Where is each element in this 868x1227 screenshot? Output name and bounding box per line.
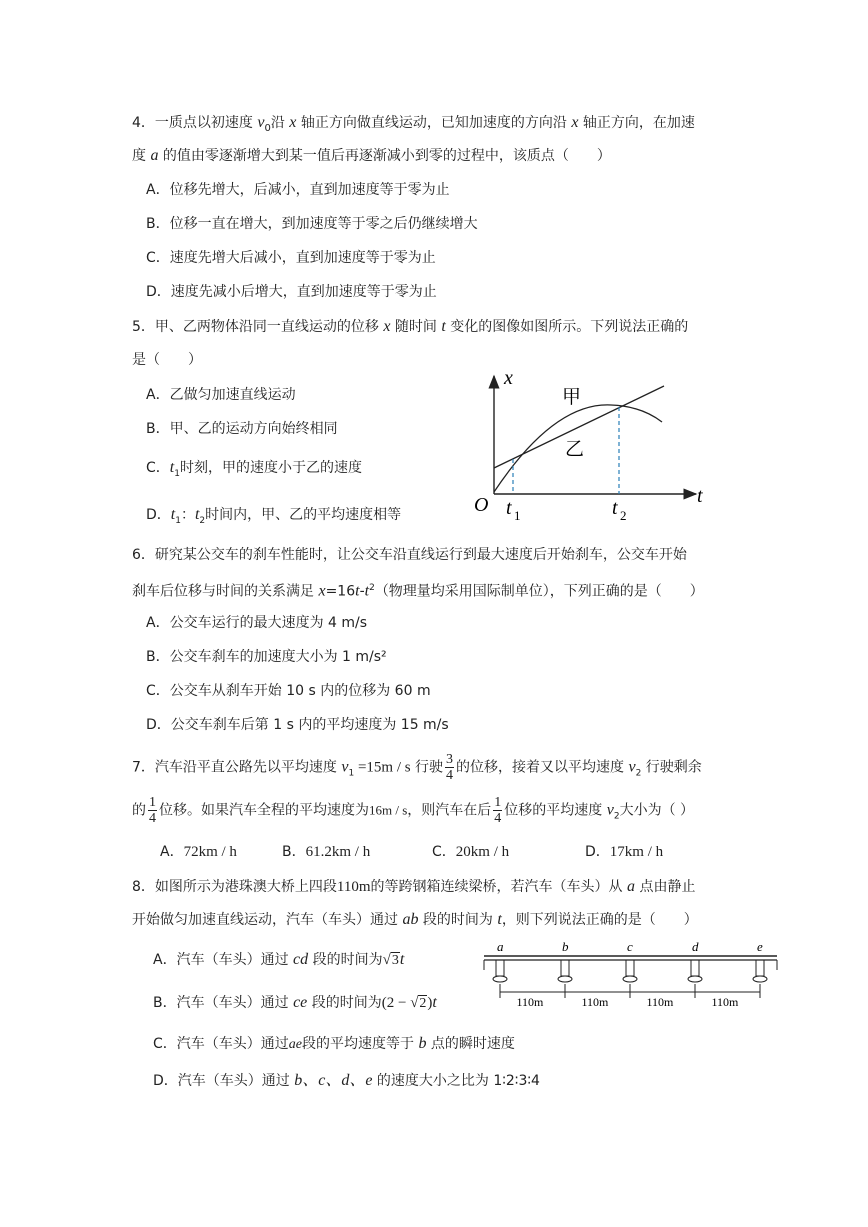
span-length-label: 110m — [516, 995, 544, 1009]
q7-option-c: C．20km / h — [432, 844, 510, 860]
q6-option-b: B．公交车刹车的加速度大小为 1 m/s² — [146, 649, 387, 665]
label-t2-sub: 2 — [620, 508, 627, 522]
q5-stem-line2: 是（ ） — [132, 352, 202, 368]
q5-option-c: C．$t_1$时刻，甲的速度小于乙的速度 — [146, 459, 362, 479]
point-label-c: c — [627, 940, 633, 954]
q4-option-b: B．位移一直在增大，到加速度等于零之后仍继续增大 — [146, 216, 478, 232]
q8-stem-line2: 开始做匀加速直线运动，汽车（车头）通过 ab 段的时间为 t，则下列说法正确的是（ ） — [132, 911, 698, 928]
q4-stem-line2: 度 a 的值由零逐渐增大到某一值后再逐渐减小到零的过程中，该质点（ ） — [132, 147, 611, 164]
q5-option-d: D．$t_1$：$t_2$时间内，甲、乙的平均速度相等 — [146, 506, 402, 526]
fraction-3-4: $\frac{3}{4}$ — [446, 752, 454, 783]
point-label-b: b — [562, 940, 569, 954]
q7-option-d: D．17km / h — [585, 844, 664, 860]
q8-option-a: A．汽车（车头）通过 cd 段的时间为√3t — [153, 951, 405, 968]
q8-option-c: C．汽车（车头）通过ae段的平均速度等于 b 点的瞬时速度 — [153, 1035, 515, 1052]
q8-bridge-diagram — [482, 940, 782, 1012]
q5-xt-graph — [466, 362, 716, 522]
q6-stem-line1: 6．研究某公交车的刹车性能时，让公交车沿直线运行到最大速度后开始刹车，公交车开始 — [132, 547, 687, 563]
q5-stem-line1: 5．甲、乙两物体沿同一直线运动的位移 x 随时间 t 变化的图像如图所示。下列说法正确的 — [132, 318, 689, 335]
q6-option-c: C．公交车从刹车开始 10 s 内的位移为 60 m — [146, 683, 431, 699]
fraction-1-4-a: $\frac{1}{4}$ — [149, 795, 156, 826]
q7-option-a: A．72km / h — [160, 844, 237, 860]
q7-stem-line2: 的 $\frac{1}{4}$ 位移。如果汽车全程的平均速度为16m / s，则汽车在后 $\frac{1}{4}$ 位移的平均速度 $v_2$大小为（ ） — [132, 795, 695, 826]
q7-option-b: B．61.2km / h — [282, 844, 371, 860]
q4-option-a: A．位移先增大，后减小，直到加速度等于零为止 — [146, 182, 450, 198]
point-label-e: e — [757, 940, 763, 954]
q8-option-d: D．汽车（车头）通过 b、c、d、e 的速度大小之比为 1∶2∶3∶4 — [153, 1072, 540, 1089]
q5-option-a: A．乙做匀加速直线运动 — [146, 387, 296, 403]
label-t1-sub: 1 — [514, 508, 521, 522]
label-t2: t — [612, 497, 618, 519]
q5-option-b: B．甲、乙的运动方向始终相同 — [146, 421, 338, 437]
q6-option-a: A．公交车运行的最大速度为 4 m/s — [146, 615, 368, 631]
label-yi: 乙 — [565, 438, 585, 460]
label-origin: O — [474, 494, 489, 516]
point-label-a: a — [497, 940, 504, 954]
q8-option-b: B．汽车（车头）通过 ce 段的时间为(2 − √2)t — [153, 994, 437, 1011]
q4-option-d: D．速度先减小后增大，直到加速度等于零为止 — [146, 284, 437, 300]
q6-stem-line2: 刹车后位移与时间的关系满足 $x=16t-t^2$（物理量均采用国际制单位），下列正确的是（ ） — [132, 582, 704, 600]
span-length-label: 110m — [711, 995, 739, 1009]
label-t1: t — [506, 497, 512, 519]
q4-option-c: C．速度先增大后减小，直到加速度等于零为止 — [146, 250, 436, 266]
q4-stem-line1: 4．一质点以初速度 $v_0$沿 x 轴正方向做直线运动，已知加速度的方向沿 x 轴正方向，在加速 — [132, 114, 695, 134]
fraction-1-4-b: $\frac{1}{4}$ — [494, 795, 502, 826]
label-t: t — [697, 485, 703, 507]
label-jia: 甲 — [562, 386, 582, 408]
q6-option-d: D．公交车刹车后第 1 s 内的平均速度为 15 m/s — [146, 717, 449, 733]
q8-stem-line1: 8．如图所示为港珠澳大桥上四段110m的等跨钢箱连续梁桥，若汽车（车头）从 a 点由静止 — [132, 878, 696, 895]
q7-stem-line1: 7．汽车沿平直公路先以平均速度 $v_1 =15m / s$ 行驶 $\frac{3}{4}$ 的位移，接着又以平均速度 $v_2$ 行驶剩余 — [132, 752, 702, 783]
span-length-label: 110m — [646, 995, 674, 1009]
point-label-d: d — [692, 940, 699, 954]
span-length-label: 110m — [581, 995, 609, 1009]
label-x: x — [504, 367, 513, 389]
